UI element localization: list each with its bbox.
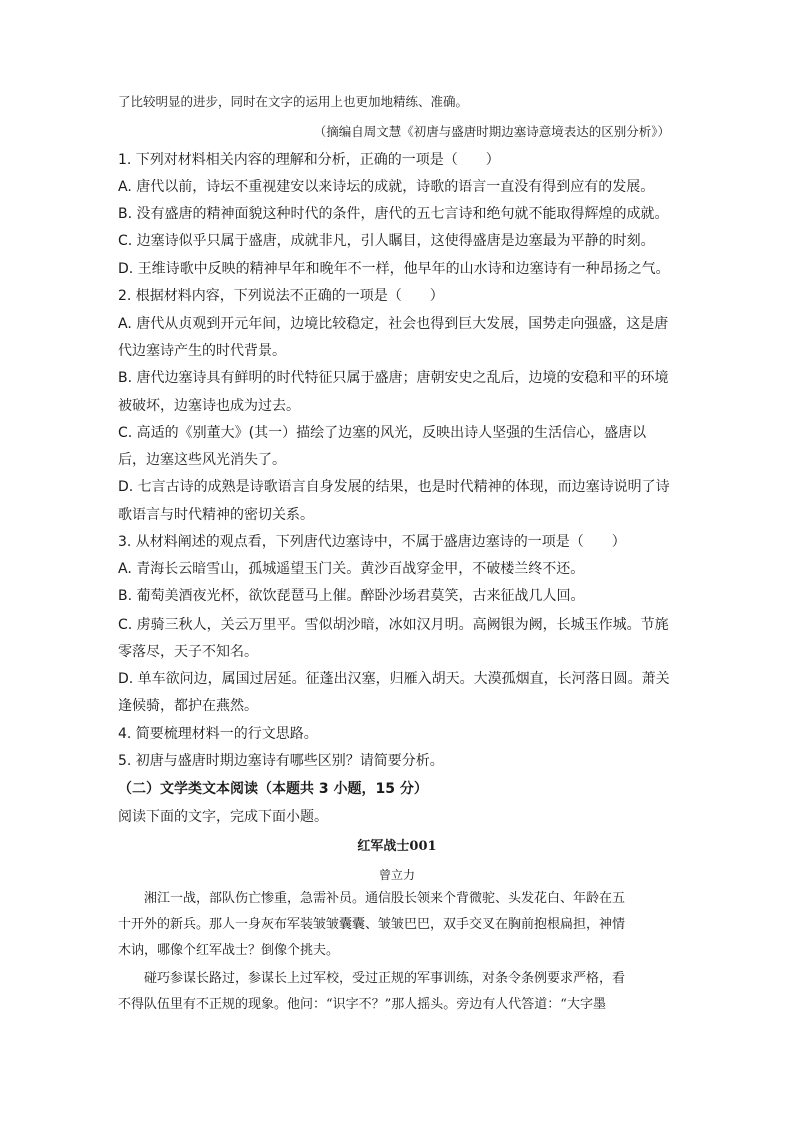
paragraph-line: 十开外的新兵。那人一身灰布军装皱皱囊囊、皱皱巴巴，双手交叉在胸前抱根扁担，神情: [118, 917, 626, 932]
question-1-option-b: B. 没有盛唐的精神面貌这种时代的条件，唐代的五七言诗和绝句就不能取得辉煌的成就。: [118, 206, 669, 222]
question-2-stem: 2. 根据材料内容，下列说法不正确的一项是（ ）: [118, 288, 444, 304]
question-2-option-c-cont: 后，边塞这些风光消失了。: [118, 452, 286, 468]
paragraph-line: 木讷，哪像个红军战士？倒像个挑夫。: [118, 943, 340, 958]
source-citation: （摘编自周文慧《初唐与盛唐时期边塞诗意境表达的区别分析》）: [313, 124, 670, 139]
story-title: 红军战士001: [357, 839, 437, 854]
question-3-option-a: A. 青海长云暗雪山，孤城遥望玉门关。黄沙百战穿金甲，不破楼兰终不还。: [118, 561, 585, 577]
section-instruction: 阅读下面的文字，完成下面小题。: [118, 809, 328, 825]
paragraph-line: 不得队伍里有不正规的现象。他问：“识字不？”那人摇头。旁边有人代答道：“大字墨: [118, 997, 606, 1012]
story-paragraph-2: [118, 966, 670, 1018]
question-3-option-c-cont: 零落尽，天子不知名。: [118, 644, 258, 660]
question-2-option-b-cont: 被破坏，边塞诗也成为过去。: [118, 398, 300, 414]
paragraph-line: 湘江一战，部队伤亡惨重，急需补员。通信股长领来个背微驼、头发花白、年龄在五: [118, 891, 626, 906]
question-3-option-d-cont: 逢候骑，都护在燕然。: [118, 698, 258, 714]
story-author: 曾立力: [378, 868, 415, 882]
paragraph-line: 碰巧参谋长路过，参谋长上过军校，受过正规的军事训练，对条令条例要求严格，看: [118, 971, 626, 986]
question-1-option-d: D. 王维诗歌中反映的精神早年和晚年不一样，他早年的山水诗和边塞诗有一种昂扬之气。: [118, 261, 670, 277]
question-2-option-d-cont: 歌语言与时代精神的密切关系。: [118, 507, 314, 523]
text-line: 了比较明显的进步，同时在文字的运用上也更加地精练、准确。: [118, 94, 469, 109]
question-2-option-b: B. 唐代边塞诗具有鲜明的时代特征只属于盛唐；唐朝安史之乱后，边境的安稳和平的环境: [118, 370, 669, 386]
question-1-stem: 1. 下列对材料相关内容的理解和分析，正确的一项是（ ）: [118, 152, 500, 168]
question-3-stem: 3. 从材料阐述的观点看，下列唐代边塞诗中，不属于盛唐边塞诗的一项是（ ）: [118, 534, 626, 550]
question-3-option-b: B. 葡萄美酒夜光杯，欲饮琵琶马上催。醉卧沙场君莫笑，古来征战几人回。: [118, 588, 585, 604]
section-heading: （二）文学类文本阅读（本题共 3 小题，15 分）: [118, 781, 428, 797]
question-2-option-c: C. 高适的《别董大》(其一）描绘了边塞的风光，反映出诗人坚强的生活信心，盛唐以: [118, 425, 647, 441]
question-5-stem: 5. 初唐与盛唐时期边塞诗有哪些区别？请简要分析。: [118, 753, 444, 769]
question-2-option-d: D. 七言古诗的成熟是诗歌语言自身发展的结果，也是时代精神的体现，而边塞诗说明了诗: [118, 479, 670, 495]
question-3-option-c: C. 虏骑三秋人，关云万里平。雪似胡沙暗，冰如汉月明。高阙银为阙，长城玉作城。节旄: [118, 617, 669, 633]
question-4-stem: 4. 简要梳理材料一的行文思路。: [118, 726, 318, 742]
question-1-option-a: A. 唐代以前，诗坛不重视建安以来诗坛的成就，诗歌的语言一直没有得到应有的发展。: [118, 179, 655, 195]
question-2-option-a-cont: 代边塞诗产生的时代背景。: [118, 343, 286, 359]
question-2-option-a: A. 唐代从贞观到开元年间，边境比较稳定，社会也得到巨大发展，国势走向强盛，这是唐: [118, 316, 669, 332]
question-1-option-c: C. 边塞诗似乎只属于盛唐，成就非凡，引人瞩目，这使得盛唐是边塞最为平静的时刻。: [118, 233, 655, 249]
story-paragraph-1: [118, 886, 670, 964]
question-3-option-d: D. 单车欲问边，属国过居延。征蓬出汉塞，归雁入胡天。大漠孤烟直，长河落日圆。萧关: [118, 671, 670, 687]
